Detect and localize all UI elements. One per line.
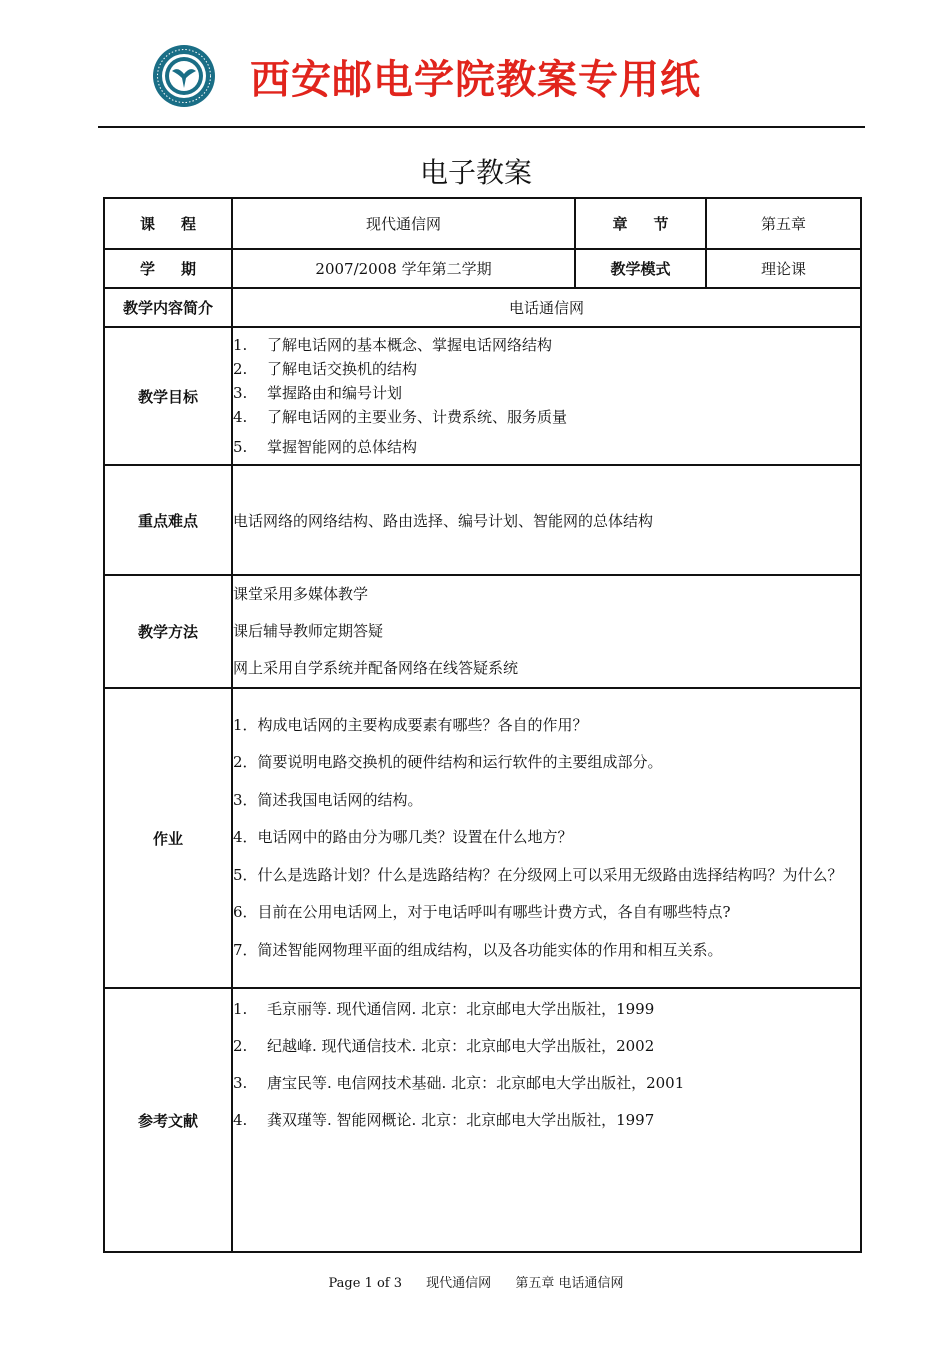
list-item: 3. 唐宝民等. 电信网技术基础. 北京：北京邮电大学出版社，2001 <box>233 1074 685 1092</box>
lesson-plan-table <box>103 197 862 1253</box>
page-footer <box>0 1276 952 1292</box>
key-points-label: 重点难点 <box>104 465 232 575</box>
references-label: 参考文献 <box>104 988 232 1252</box>
list-item: 4. 了解电话网的主要业务、计费系统、服务质量 <box>233 408 568 426</box>
homework-label: 作业 <box>104 688 232 988</box>
school-title: 西安邮电学院教案专用纸 <box>250 57 701 103</box>
chapter-label: 章节 <box>575 198 706 249</box>
homework-list <box>233 707 860 970</box>
mode-label: 教学模式 <box>575 249 706 288</box>
page-number: Page 1 of 3 <box>328 1276 403 1291</box>
list-item: 2．简要说明电路交换机的硬件结构和运行软件的主要组成部分。 <box>233 753 663 772</box>
page-title: 电子教案 <box>419 156 532 189</box>
list-item: 5. 掌握智能网的总体结构 <box>233 438 418 456</box>
goals-label: 教学目标 <box>104 327 232 465</box>
list-item: 3．简述我国电话网的结构。 <box>233 790 423 809</box>
list-item: 4. 龚双瑾等. 智能网概论. 北京：北京邮电大学出版社，1997 <box>233 1111 655 1129</box>
references-cell <box>232 988 861 1252</box>
list-item: 6．目前在公用电话网上，对于电话呼叫有哪些计费方式，各自有哪些特点? <box>233 903 731 922</box>
list-item: 1．构成电话网的主要构成要素有哪些？各自的作用？ <box>233 715 588 734</box>
chapter-value: 第五章 <box>706 198 861 249</box>
list-item: 1. 毛京丽等. 现代通信网. 北京：北京邮电大学出版社，1999 <box>233 1000 655 1018</box>
page-header <box>0 0 952 130</box>
references-list <box>233 991 860 1139</box>
list-item: 课堂采用多媒体教学 <box>233 585 369 603</box>
methods-cell <box>232 575 861 688</box>
course-value: 现代通信网 <box>232 198 575 249</box>
course-label: 课程 <box>104 198 232 249</box>
list-item: 3. 掌握路由和编号计划 <box>233 384 403 402</box>
list-item: 网上采用自学系统并配备网络在线答疑系统 <box>233 659 519 677</box>
list-item: 5．什么是选路计划？什么是选路结构？在分级网上可以采用无级路由选择结构吗？为什么？ <box>233 865 843 884</box>
table-row <box>104 327 861 465</box>
table-row <box>104 198 861 249</box>
summary-value: 电话通信网 <box>232 288 861 327</box>
table-row <box>104 249 861 288</box>
key-points-value: 电话网络的网络结构、路由选择、编号计划、智能网的总体结构 <box>232 465 861 575</box>
list-item: 1. 了解电话网的基本概念、掌握电话网络结构 <box>233 336 553 354</box>
goals-cell <box>232 327 861 465</box>
school-emblem-icon <box>152 44 216 108</box>
mode-value: 理论课 <box>706 249 861 288</box>
table-row <box>104 288 861 327</box>
summary-label: 教学内容简介 <box>104 288 232 327</box>
list-item: 2. 纪越峰. 现代通信技术. 北京：北京邮电大学出版社，2002 <box>233 1037 655 1055</box>
homework-cell <box>232 688 861 988</box>
list-item: 4．电话网中的路由分为哪几类？设置在什么地方？ <box>233 828 573 847</box>
table-row <box>104 575 861 688</box>
term-value: 2007/2008 学年第二学期 <box>232 249 575 288</box>
methods-label: 教学方法 <box>104 575 232 688</box>
table-row <box>104 465 861 575</box>
header-rule <box>98 126 865 128</box>
goals-list <box>233 333 860 459</box>
list-item: 7．简述智能网物理平面的组成结构，以及各功能实体的作用和相互关系。 <box>233 940 723 959</box>
table-row <box>104 688 861 988</box>
list-item: 2. 了解电话交换机的结构 <box>233 360 418 378</box>
table-row <box>104 988 861 1252</box>
list-item: 课后辅导教师定期答疑 <box>233 622 384 640</box>
footer-course: 现代通信网 <box>426 1276 492 1291</box>
term-label: 学期 <box>104 249 232 288</box>
footer-chapter: 第五章 电话通信网 <box>515 1276 624 1291</box>
